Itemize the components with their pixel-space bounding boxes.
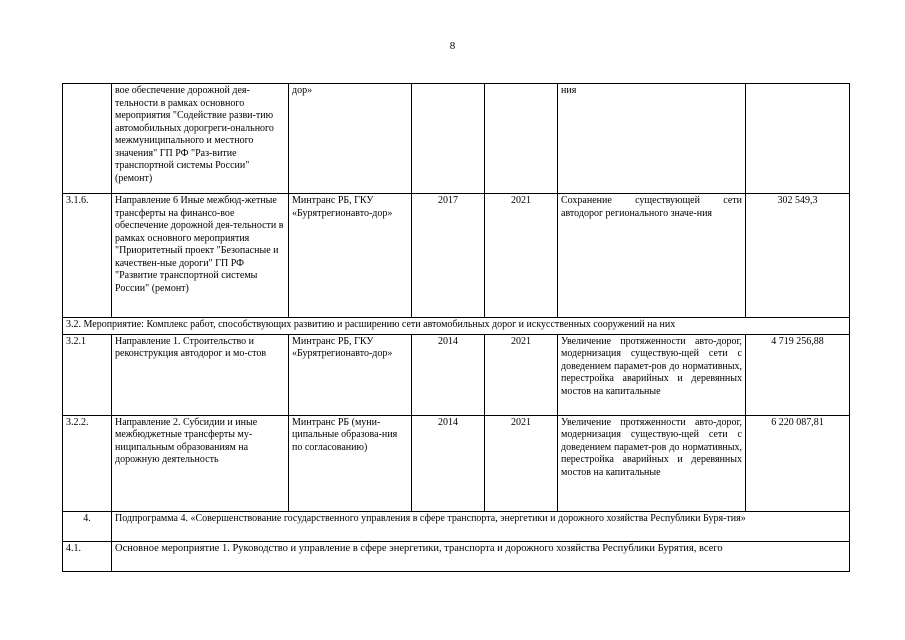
table-row: [63, 84, 850, 194]
year-start-cell: 2014: [412, 415, 485, 511]
subprogram-row: [63, 511, 850, 541]
executor-cell: Минтранс РБ (муни-ципальные образова-ния по согласованию): [289, 415, 412, 511]
executor-cell: дор»: [289, 84, 412, 194]
table-row: [63, 194, 850, 318]
subprogram-number: 4.: [63, 511, 112, 541]
year-end-cell: 2021: [485, 415, 558, 511]
year-start-cell: 2017: [412, 194, 485, 318]
sum-cell: 6 220 087,81: [746, 415, 850, 511]
direction-cell: вое обеспечение дорожной дея-тельности в рамках основного мероприятия "Содействие разви-тию автомобильных дорогреги-онального межмуниципального и местного значения" ГП РФ "Раз-витие транспортной системы России" (ремонт): [112, 84, 289, 194]
sum-cell: 4 719 256,88: [746, 334, 850, 415]
year-start-cell: [412, 84, 485, 194]
row-number: 3.1.6.: [63, 194, 112, 318]
section-row: [63, 318, 850, 335]
direction-cell: Направление 2. Субсидии и иные межбюджетные трансферты му-ниципальным образованиям на дорожную деятельность: [112, 415, 289, 511]
table-row: [63, 334, 850, 415]
year-end-cell: 2021: [485, 334, 558, 415]
program-table: [62, 83, 850, 572]
row-number: 3.2.1: [63, 334, 112, 415]
year-end-cell: [485, 84, 558, 194]
result-cell: ния: [558, 84, 746, 194]
page-number: 8: [449, 40, 456, 52]
row-number: [63, 84, 112, 194]
direction-cell: Направление 6 Иные межбюд-жетные трансферты на финансо-вое обеспечение дорожной дея-тельности в рамках основного мероприятия "Приоритетный проект "Безопасные и качествен-ные дороги" ГП РФ "Развитие транспортной системы России" (ремонт): [112, 194, 289, 318]
section-3-2-title: 3.2. Мероприятие: Комплекс работ, способствующих развитию и расширению сети автомобильных дорог и искусственных сооружений на них: [63, 318, 850, 335]
executor-cell: Минтранс РБ, ГКУ «Бурятрегионавто-дор»: [289, 194, 412, 318]
result-cell: Сохранение существующей сети автодорог регионального значе-ния: [558, 194, 746, 318]
table-row: [63, 415, 850, 511]
sum-cell: 302 549,3: [746, 194, 850, 318]
result-cell: Увеличение протяженности авто-дорог, модернизация существую-щей сети с доведением парамет-ров до нормативных, перестройка аварийных и деревянных мостов на капитальные: [558, 415, 746, 511]
measure-title: Основное мероприятие 1. Руководство и управление в сфере энергетики, транспорта и дорожного хозяйства Республики Бурятия, всего: [112, 541, 850, 571]
executor-cell: Минтранс РБ, ГКУ «Бурятрегионавто-дор»: [289, 334, 412, 415]
row-number: 3.2.2.: [63, 415, 112, 511]
sum-cell: [746, 84, 850, 194]
subprogram-title: Подпрограмма 4. «Совершенствование государственного управления в сфере транспорта, энергетики и дорожного хозяйства Республики Буря-тия»: [112, 511, 850, 541]
result-cell: Увеличение протяженности авто-дорог, модернизация существую-щей сети с доведением парамет-ров до нормативных, перестройка аварийных и деревянных мостов на капитальные: [558, 334, 746, 415]
measure-number: 4.1.: [63, 541, 112, 571]
year-start-cell: 2014: [412, 334, 485, 415]
measure-row: [63, 541, 850, 571]
year-end-cell: 2021: [485, 194, 558, 318]
direction-cell: Направление 1. Строительство и реконструкция автодорог и мо-стов: [112, 334, 289, 415]
